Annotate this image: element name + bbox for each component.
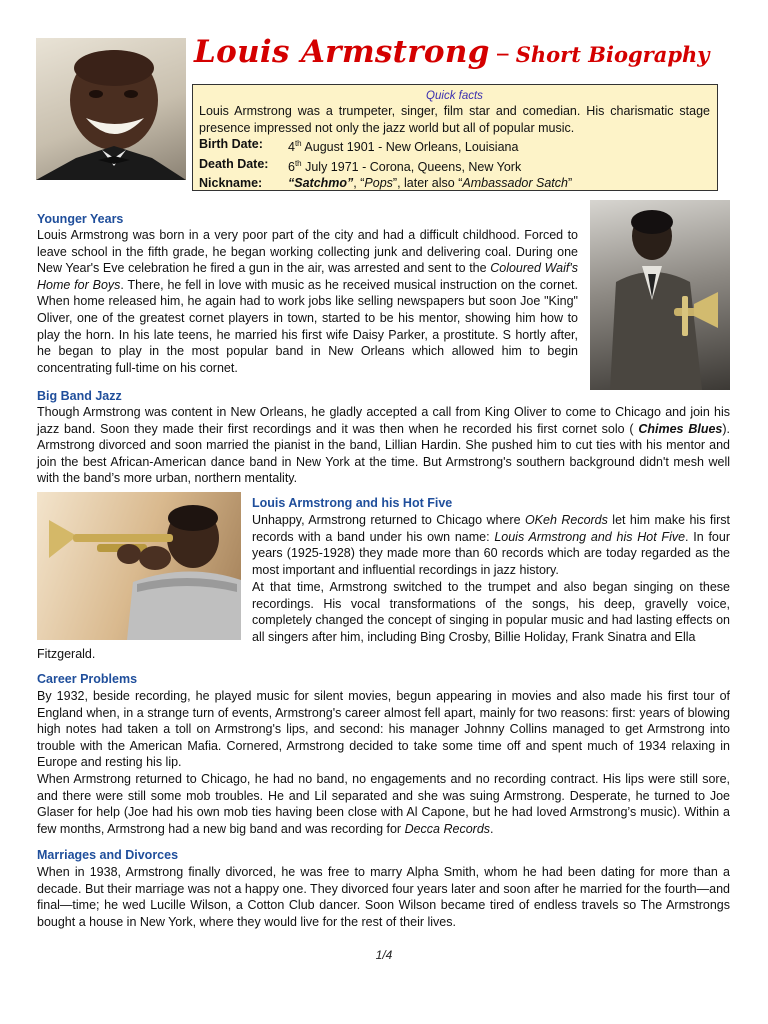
paragraph-career-2: When Armstrong returned to Chicago, he had no band, no engagements and no recording contract. His lips were still sore, and there were still some mob troubles. He and Lil separated and she was suing Armstrong. Desperate, he turned to Joe Glaser for help (Joe had his own mob ties having been close with Al Capone, but he had loved Armstrong’s music). Within a few months, Armstrong had a new big band and was recording for Decca Records. <box>37 772 730 836</box>
quick-facts-title: Quick facts <box>426 90 483 102</box>
quick-facts-box <box>192 84 718 191</box>
paragraph-marriages: When in 1938, Armstrong finally divorced, he was free to marry Alpha Smith, whom he had been dating for more than a decade. But their marriage was not a happy one. They divorced four years later and soon after he married for the fourth—and final—time; he wed Lucille Wilson, a Cotton Club dancer. Soon Wilson became tired of endless travels so The Armstrongs bought a house in New York, where they would live for the rest of their lives. <box>37 865 730 929</box>
death-date-value: 6th July 1971 - Corona, Queens, New York <box>288 158 522 174</box>
fact-row-birth <box>199 136 710 156</box>
paragraph-hot-five-3: Fitzgerald. <box>37 647 96 661</box>
trumpet-portrait-illustration <box>37 492 241 640</box>
portrait-photo-smiling <box>36 38 186 180</box>
nickname-value: “Satchmo”, “Pops”, later also “Ambassador Satch” <box>288 176 573 191</box>
document-title <box>194 34 734 78</box>
photo-young-armstrong-with-trumpet <box>590 200 730 390</box>
death-date-label: Death Date: <box>199 156 269 171</box>
title-subtitle: Short Biography <box>515 42 710 67</box>
heading-marriages: Marriages and Divorces <box>37 848 179 862</box>
paragraph-career-1: By 1932, beside recording, he played music for silent movies, begun appearing in movies and also made his first tour of England when, in a strange turn of events, Armstrong's career almost fell apart, mainly for two reasons: first: years of blowing high notes had taken a toll on Armstrong's lips, and second: his manager Johnny Collins managed to get Armstrong into trouble with the American Mafia. Cornered, Armstrong decided to take some time off and spent much of 1934 relaxing in Europe and resting his lip. <box>37 689 730 770</box>
nickname-label: Nickname: <box>199 176 263 191</box>
paragraph-younger-years: Louis Armstrong was born in a very poor part of the city and had a difficult childhood. Forced to leave school in the fifth grade, he began working collecting junk and delivering coal. During one New Year's Eve celebration he fired a gun in the air, was arrested and sent to the Coloured Waif's Home for Boys. There, he fell in love with music as he received musical instruction on the cornet. When home released him, he again had to work jobs like selling newspapers but soon Joe "King" Oliver, one of the greatest cornet players in town, started to be his mentor, showing him how to play the horn. In his late teens, he married his first wife Daisy Parker, a prostitute. S hortly after, he began to play in the most popular band in New Orleans which allowed him to begin concentrating full-time on his cornet. <box>37 228 578 375</box>
fact-row-death <box>199 156 710 176</box>
heading-big-band-jazz: Big Band Jazz <box>37 389 122 403</box>
heading-hot-five: Louis Armstrong and his Hot Five <box>252 496 453 510</box>
title-dash: – <box>495 36 510 69</box>
birth-date-label: Birth Date: <box>199 137 263 151</box>
fact-row-nickname <box>199 175 710 192</box>
paragraph-hot-five-1: Unhappy, Armstrong returned to Chicago where OKeh Records let him make his first records with a band under his own name: Louis Armstrong and his Hot Five. In four years (1925-1928) they made more than 60 records which are today regarded as the most important and influential recordings in jazz history. <box>252 513 731 577</box>
paragraph-big-band-jazz: Though Armstrong was content in New Orleans, he gladly accepted a call from King Oliver to come to Chicago and join his jazz band. Soon they made their first recordings and it was then when he recorded his first cornet solo ( Chimes Blues). Armstrong divorced and soon married the pianist in the band, Lillian Hardin. She pushed him to cut ties with his mentor and join the best African-American dance band in New York at the time. But Armstrong's southern background didn't mesh well with the band’s more urban, northern mentality. <box>37 405 731 486</box>
paragraph-hot-five-2: At that time, Armstrong switched to the trumpet and also began singing on these recordings. His vocal transformations of the songs, his deep, gravelly voice, completely changed the concept of singing in popular music and had lasting effects on all singers after him, including Bing Crosby, Billie Holiday, Frank Sinatra and Ella <box>252 580 730 644</box>
title-name: Louis Armstrong <box>194 34 490 70</box>
photo-armstrong-playing-trumpet <box>37 492 241 640</box>
young-portrait-illustration <box>590 200 730 390</box>
quick-facts-intro: Louis Armstrong was a trumpeter, singer, film star and comedian. His charismatic stage presence impressed not only the jazz world but all of popular music. <box>199 104 710 135</box>
heading-career-problems: Career Problems <box>37 672 138 686</box>
heading-younger-years: Younger Years <box>37 212 124 226</box>
page-number: 1/4 <box>375 948 393 962</box>
portrait-illustration <box>36 38 186 180</box>
birth-date-value: 4th August 1901 - New Orleans, Louisiana <box>288 139 519 155</box>
